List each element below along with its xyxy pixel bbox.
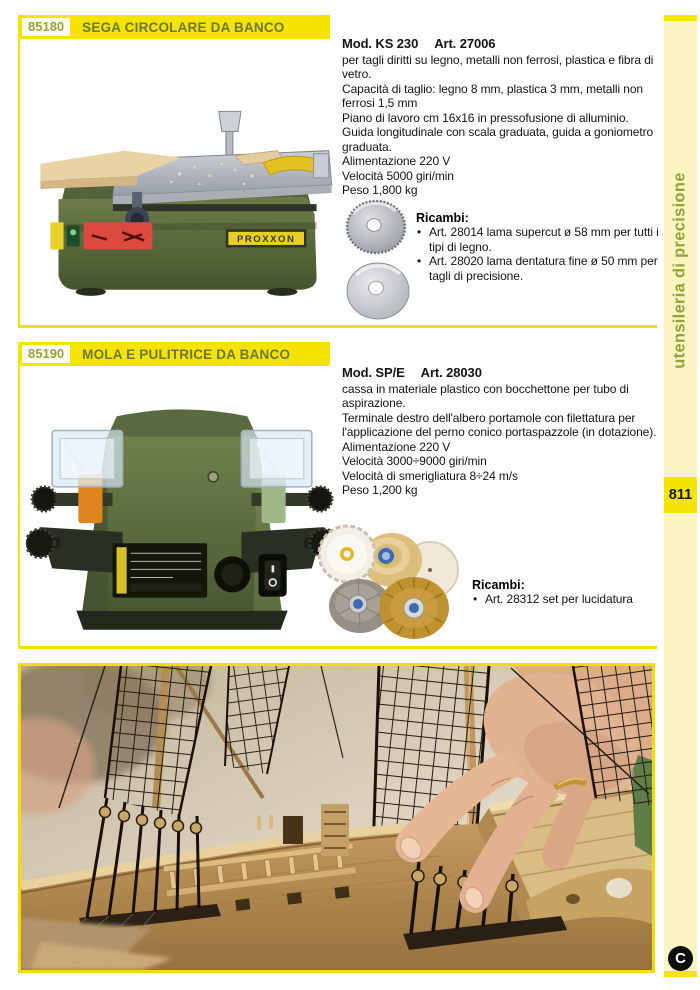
description-paragraph: Terminale destro dell'albero portamole con filettatura per l'applicazione del perno conico portaspazzole (in dotazione).: [342, 410, 657, 439]
description-paragraph: Peso 1,200 kg: [342, 483, 418, 497]
description-paragraph: Velocità 3000÷9000 giri/min: [342, 454, 487, 468]
ricambi-title: Ricambi:: [416, 211, 469, 225]
description-paragraph: Peso 1,800 kg: [342, 183, 418, 197]
table-saw-photo: [28, 63, 336, 315]
description-paragraph: Alimentazione 220 V: [342, 439, 451, 454]
band-top-accent: [664, 15, 697, 21]
ricambi-item: • Art. 28312 set per lucidatura: [472, 592, 662, 607]
article-number: Art. 28030: [420, 365, 482, 380]
ricambi-item: • Art. 28020 lama dentatura fine ø 50 mm per tagli di precisione.: [416, 254, 661, 283]
article-code-badge: 85190: [22, 345, 70, 363]
ricambi-block: [472, 578, 662, 607]
description-paragraph: Velocità di smerigliatura 8÷24 m/s: [342, 468, 518, 483]
product-text-block: [342, 37, 664, 198]
product-description: [342, 382, 664, 498]
model-number: Mod. KS 230: [342, 36, 419, 51]
ricambi-list: [472, 592, 662, 607]
product-text-block: [342, 366, 664, 498]
description-paragraph: Alimentazione 220 V: [342, 154, 451, 168]
proxxon-label: PROXXON: [236, 233, 296, 245]
description-paragraph: Capacità di taglio: legno 8 mm, plastica 3 mm, metalli non ferrosi 1,5 mm: [342, 81, 644, 110]
section-title: SEGA CIRCOLARE DA BANCO: [82, 19, 285, 35]
section-title: MOLA E PULITRICE DA BANCO: [82, 346, 291, 362]
saw-blades-photo: [344, 198, 412, 323]
model-ship-photo: [18, 663, 655, 973]
description-paragraph: Guida longitudinale con scala graduata, guida a goniometro graduata.: [342, 125, 654, 154]
category-vertical-label: utensileria di precisione: [671, 171, 689, 369]
article-number: Art. 27006: [434, 36, 496, 51]
description-paragraph: Piano di lavoro cm 16x16 in pressofusione di alluminio.: [342, 110, 629, 125]
page-number: 811: [664, 477, 697, 513]
ricambi-block: [416, 211, 661, 283]
section-mola-pulitrice: [18, 342, 657, 649]
bench-grinder-photo: [26, 376, 338, 640]
article-code-badge: 85180: [22, 18, 70, 36]
catalog-logo: C: [668, 946, 693, 971]
section-sega-circolare: [18, 15, 657, 328]
model-line: [342, 366, 664, 381]
ricambi-title: Ricambi:: [472, 578, 525, 592]
ricambi-item: • Art. 28014 lama supercut ø 58 mm per tutti i tipi di legno.: [416, 225, 661, 254]
model-line: [342, 37, 664, 52]
description-paragraph: Velocità 5000 giri/min: [342, 168, 454, 183]
model-number: Mod. SP/E: [342, 365, 405, 380]
section-header: [18, 15, 330, 39]
description-paragraph: per tagli diritti su legno, metalli non ferrosi, plastica e fibra di vetro.: [342, 52, 654, 81]
description-paragraph: cassa in materiale plastico con bocchettone per tubo di aspirazione.: [342, 381, 629, 410]
product-description: [342, 53, 664, 198]
power-switch-icon: [258, 554, 286, 596]
polishing-set-photo: [314, 516, 470, 644]
band-bottom-accent: [664, 971, 697, 977]
section-header: [18, 342, 330, 366]
ricambi-list: [416, 225, 661, 283]
